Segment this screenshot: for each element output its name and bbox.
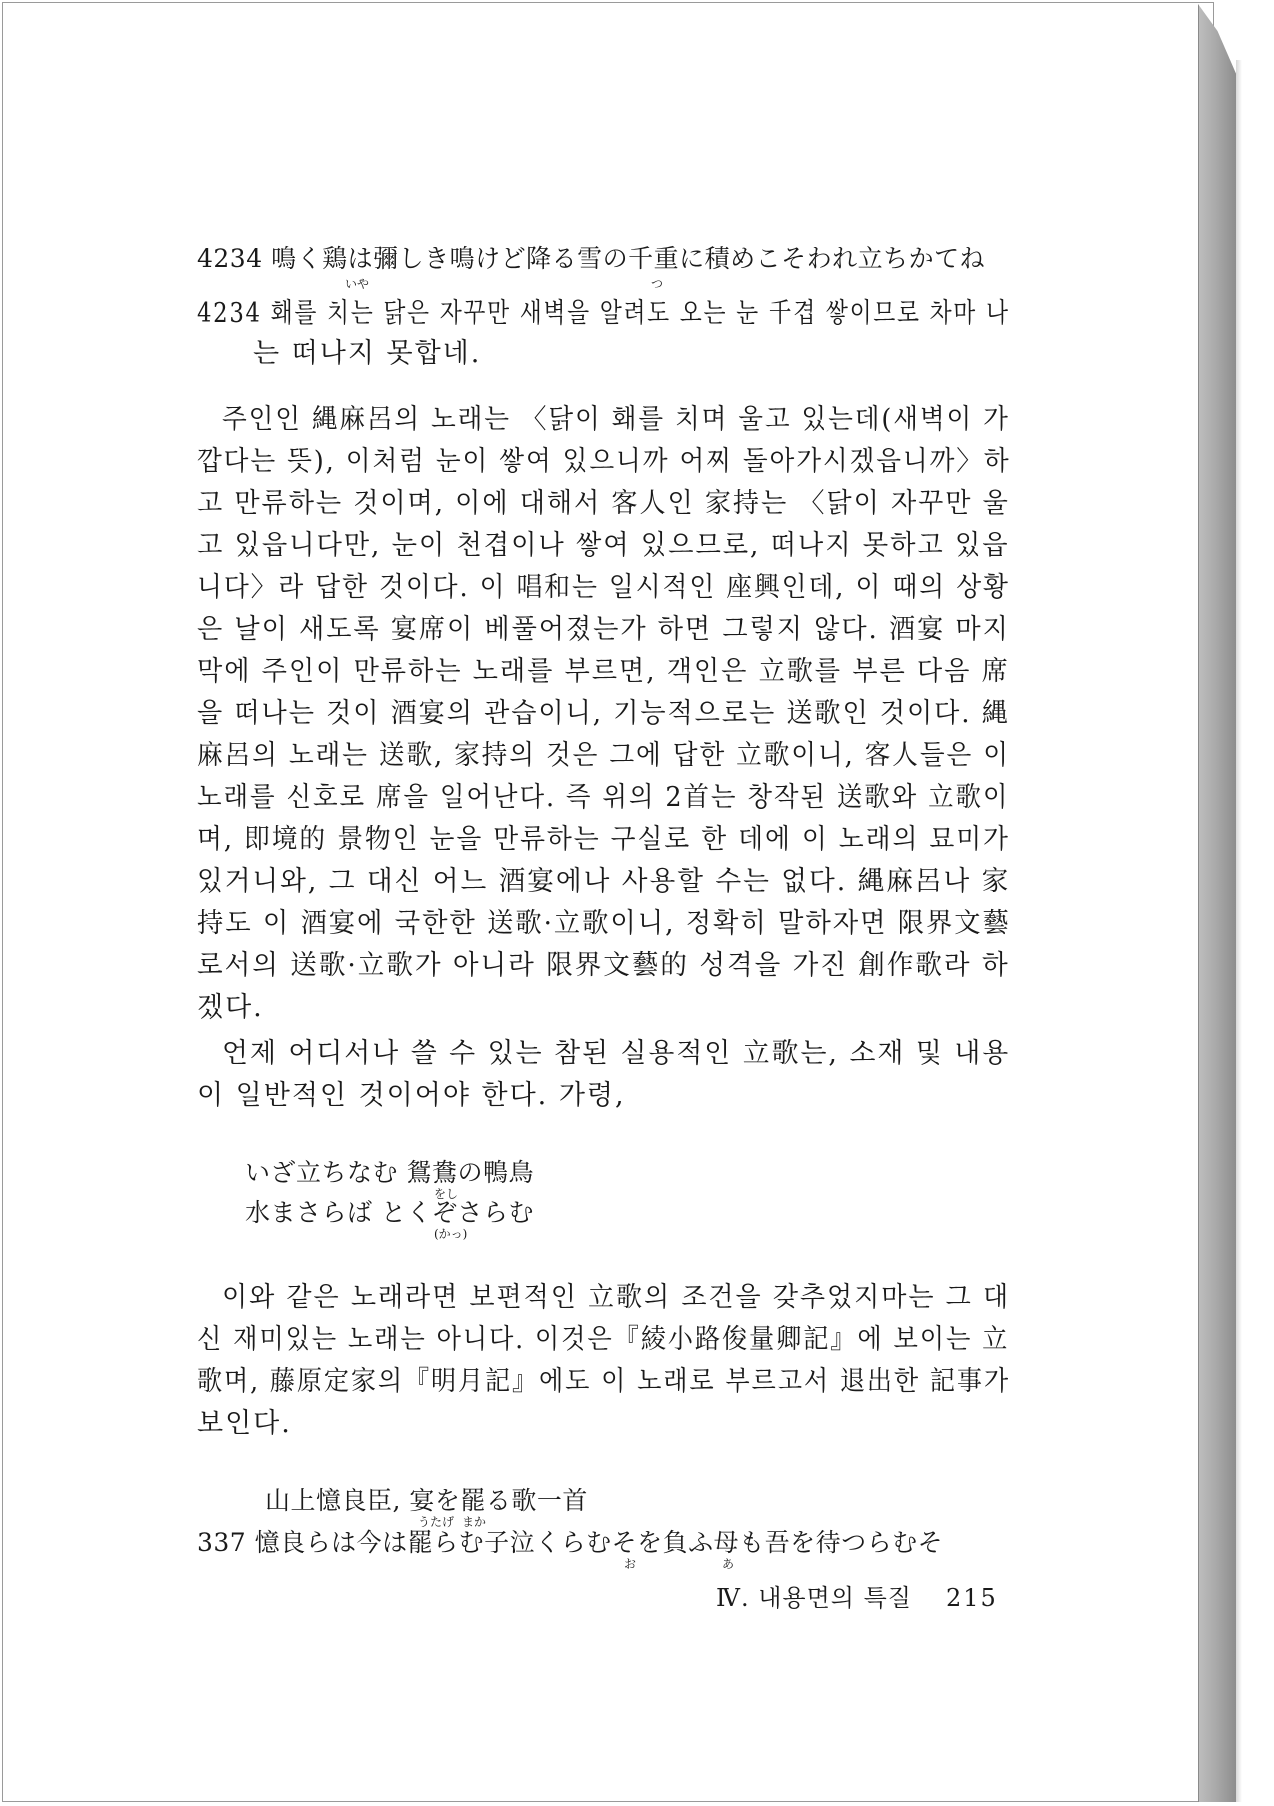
poem-text: 鳴く鶏は彌しき鳴けど降る雪の千重に積めこそわれ立ちかてね: [271, 244, 986, 273]
text-line: 고 있읍니다만, 눈이 천겹이나 쌓여 있으므로, 떠나지 못하고 있읍: [197, 530, 1010, 561]
running-footer-section: Ⅳ. 내용면의 특질: [716, 1584, 912, 1612]
text-line: 歌며, 藤原定家의『明月記』에도 이 노래로 부르고서 退出한 記事가: [197, 1366, 1010, 1397]
text-line: 이 일반적인 것이어야 한다. 가령,: [197, 1080, 626, 1111]
poem-337: [197, 1530, 943, 1555]
text-line: 주인인 縄麻呂의 노래는 〈닭이 홰를 치며 울고 있는데(새벽이 가: [222, 404, 1010, 435]
text-line: 노래를 신호로 席을 일어난다. 즉 위의 2首는 창작된 送歌와 立歌이: [197, 782, 1010, 813]
text-line: 麻呂의 노래는 送歌, 家持의 것은 그에 답한 立歌이니, 客人들은 이: [197, 740, 1010, 771]
text-line: 고 만류하는 것이며, 이에 대해서 客人인 家持는 〈닭이 자꾸만 울: [197, 488, 1010, 519]
ruby-note: まか: [462, 1515, 487, 1529]
text-line: 니다〉라 답한 것이다. 이 唱和는 일시적인 座興인데, 이 때의 상황: [197, 572, 1010, 603]
page-edge-shadow: [1236, 60, 1242, 1802]
text-line: 로서의 送歌·立歌가 아니라 限界文藝的 성격을 가진 創作歌라 하: [197, 950, 1010, 981]
ruby-note: あ: [722, 1557, 735, 1571]
ruby-note: うたげ: [418, 1515, 455, 1529]
ruby-note: お: [624, 1557, 637, 1571]
text-line: 보인다.: [197, 1408, 292, 1439]
poem-4234-jp: [197, 246, 985, 271]
poem-number: 4234: [197, 298, 262, 329]
text-line: 겠다.: [197, 992, 264, 1023]
poem-line: 홰를 치는 닭은 자꾸만 새벽을 알려도 오는 눈 千겹 쌓이므로 차마 나: [270, 298, 1010, 329]
ruby-note: (かっ): [434, 1227, 468, 1241]
ruby-note: をし: [434, 1187, 459, 1201]
ruby-note: つ: [651, 277, 664, 291]
text-line: 이와 같은 노래라면 보편적인 立歌의 조건을 갖추었지마는 그 대: [222, 1282, 1011, 1313]
example-poem-line: 水まさらば とくぞさらむ: [245, 1198, 534, 1227]
page-curl-edge: [1198, 4, 1237, 1802]
text-line: 持도 이 酒宴에 국한한 送歌·立歌이니, 정확히 말하자면 限界文藝: [197, 908, 1011, 939]
text-line: 을 떠나는 것이 酒宴의 관습이니, 기능적으로는 送歌인 것이다. 縄: [197, 698, 1010, 729]
poem-line: 는 떠나지 못합네.: [253, 338, 482, 369]
text-line: 은 날이 새도록 宴席이 베풀어졌는가 하면 그렇지 않다. 酒宴 마지: [197, 614, 1010, 645]
poem-number: 337: [197, 1528, 247, 1557]
ruby-note: いや: [345, 277, 370, 291]
poem-text: 憶良らは今は罷らむ子泣くらむそを負ふ母も吾を待つらむそ: [254, 1528, 944, 1557]
poem-4234-ko: [197, 300, 1010, 327]
example-poem-line: いざ立ちなむ 鴛鴦の鴨鳥: [245, 1158, 534, 1187]
text-line: 신 재미있는 노래는 아니다. 이것은『綾小路俊量卿記』에 보이는 立: [197, 1324, 1010, 1355]
text-line: 깝다는 뜻), 이처럼 눈이 쌓여 있으니까 어찌 돌아가시겠읍니까〉하: [197, 446, 1011, 477]
poem-number: 4234: [197, 244, 263, 273]
poem-337-heading: 山上憶良臣, 宴を罷る歌一首: [265, 1486, 588, 1515]
text-line: 며, 即境的 景物인 눈을 만류하는 구실로 한 데에 이 노래의 묘미가: [197, 824, 1010, 855]
text-line: 막에 주인이 만류하는 노래를 부르면, 객인은 立歌를 부른 다음 席: [197, 656, 1010, 687]
text-line: 있거니와, 그 대신 어느 酒宴에나 사용할 수는 없다. 縄麻呂나 家: [197, 866, 1011, 897]
page-number: 215: [946, 1584, 998, 1612]
text-line: 언제 어디서나 쓸 수 있는 참된 실용적인 立歌는, 소재 및 내용: [222, 1038, 1011, 1069]
